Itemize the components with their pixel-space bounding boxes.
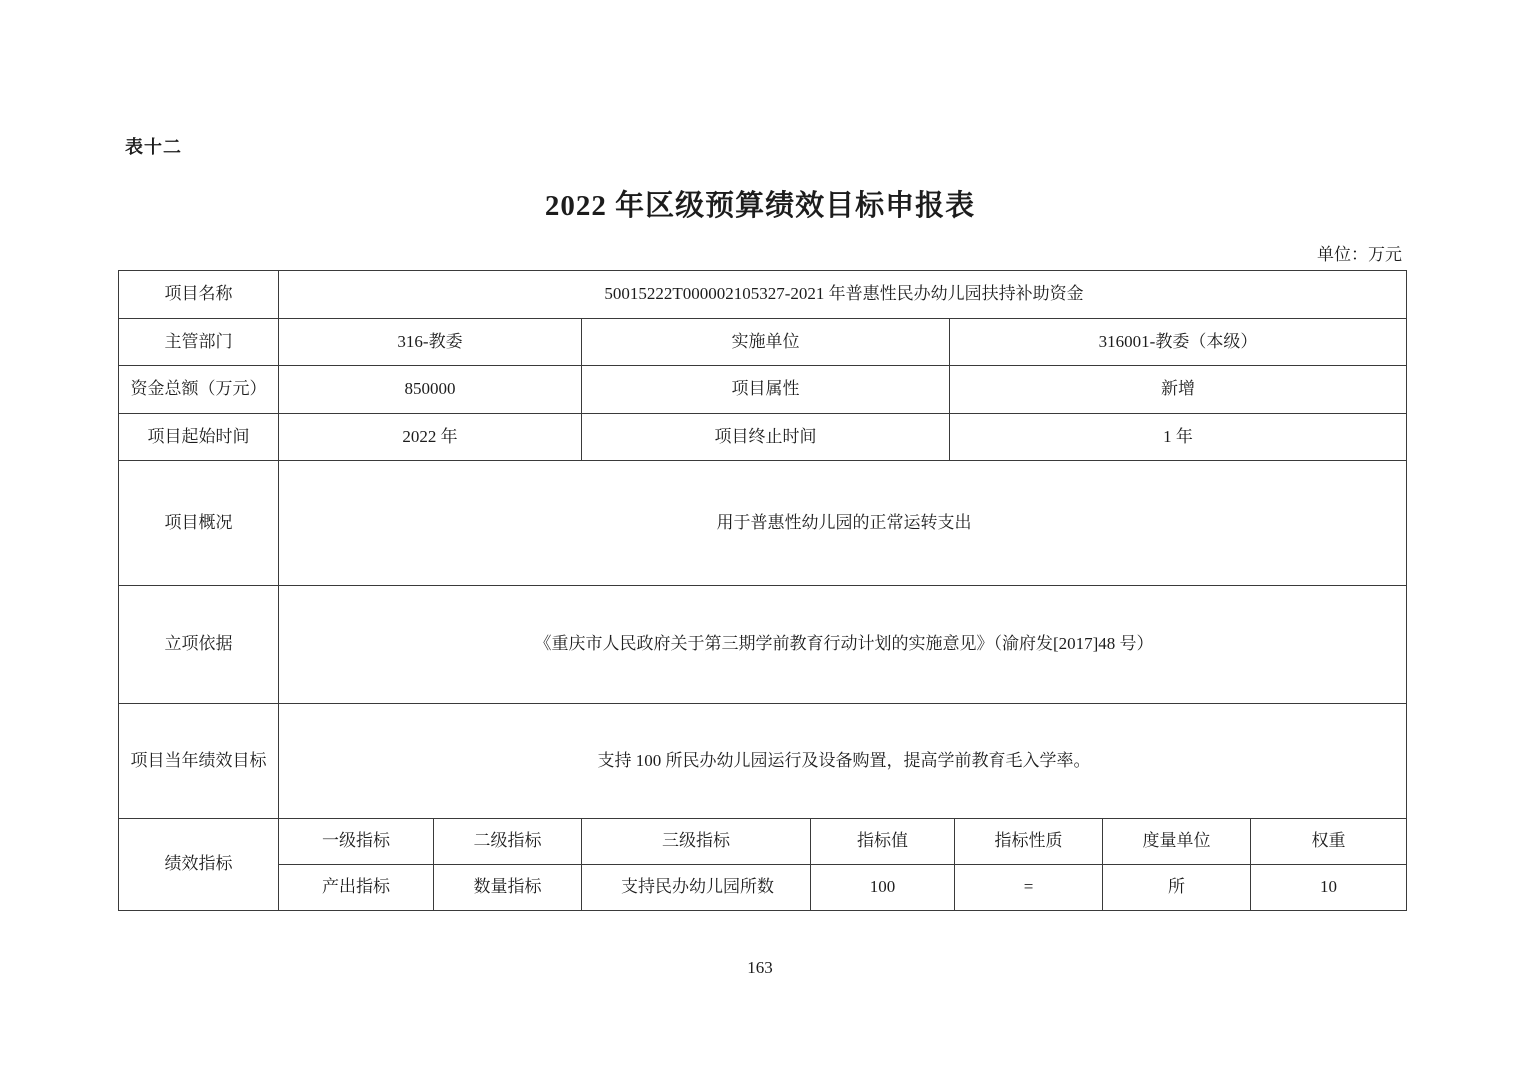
form-main-table (118, 270, 1407, 819)
start-time-value: 2022 年 (279, 414, 582, 461)
indicator-header-level1: 一级指标 (279, 819, 434, 865)
total-fund-value: 850000 (279, 366, 582, 414)
table-row (119, 366, 1407, 414)
table-row (119, 586, 1407, 704)
indicator-header-level3: 三级指标 (582, 819, 811, 865)
basis-label: 立项依据 (119, 586, 279, 704)
indicator-header-value: 指标值 (811, 819, 955, 865)
indicator-cell-unit: 所 (1103, 865, 1251, 911)
dept-label: 主管部门 (119, 319, 279, 366)
overview-label: 项目概况 (119, 461, 279, 586)
page-number: 163 (747, 958, 773, 977)
attribute-value: 新增 (950, 366, 1407, 414)
annual-target-value: 支持 100 所民办幼儿园运行及设备购置，提高学前教育毛入学率。 (279, 704, 1407, 819)
indicator-cell-nature: = (955, 865, 1103, 911)
indicators-section-label: 绩效指标 (119, 819, 279, 911)
table-row (119, 704, 1407, 819)
indicator-cell-level3: 支持民办幼儿园所数 (582, 865, 811, 911)
table-row (119, 271, 1407, 319)
indicator-cell-weight: 10 (1251, 865, 1407, 911)
basis-value: 《重庆市人民政府关于第三期学前教育行动计划的实施意见》（渝府发[2017]48 号） (279, 586, 1407, 704)
declaration-form (118, 270, 1406, 911)
indicator-cell-value: 100 (811, 865, 955, 911)
indicators-data-row (119, 865, 1407, 911)
table-row (119, 461, 1407, 586)
page-title: 2022 年区级预算绩效目标申报表 (544, 190, 976, 222)
dept-value: 316-教委 (279, 319, 582, 366)
end-time-value: 1 年 (950, 414, 1407, 461)
indicator-header-level2: 二级指标 (434, 819, 582, 865)
project-name-value: 50015222T000002105327-2021 年普惠性民办幼儿园扶持补助资金 (279, 271, 1407, 319)
project-name-label: 项目名称 (119, 271, 279, 319)
indicator-header-weight: 权重 (1251, 819, 1407, 865)
total-fund-label: 资金总额（万元） (119, 366, 279, 414)
indicator-cell-level1: 产出指标 (279, 865, 434, 911)
table-row (119, 319, 1407, 366)
table-index-label: 表十二 (125, 137, 182, 157)
indicators-table (118, 818, 1407, 911)
table-row (119, 414, 1407, 461)
start-time-label: 项目起始时间 (119, 414, 279, 461)
indicator-header-nature: 指标性质 (955, 819, 1103, 865)
end-time-label: 项目终止时间 (582, 414, 950, 461)
indicator-header-unit: 度量单位 (1103, 819, 1251, 865)
indicator-cell-level2: 数量指标 (434, 865, 582, 911)
attribute-label: 项目属性 (582, 366, 950, 414)
indicators-header-row (119, 819, 1407, 865)
impl-unit-value: 316001-教委（本级） (950, 319, 1407, 366)
annual-target-label: 项目当年绩效目标 (119, 704, 279, 819)
unit-note: 单位：万元 (1317, 245, 1402, 264)
overview-value: 用于普惠性幼儿园的正常运转支出 (279, 461, 1407, 586)
impl-unit-label: 实施单位 (582, 319, 950, 366)
